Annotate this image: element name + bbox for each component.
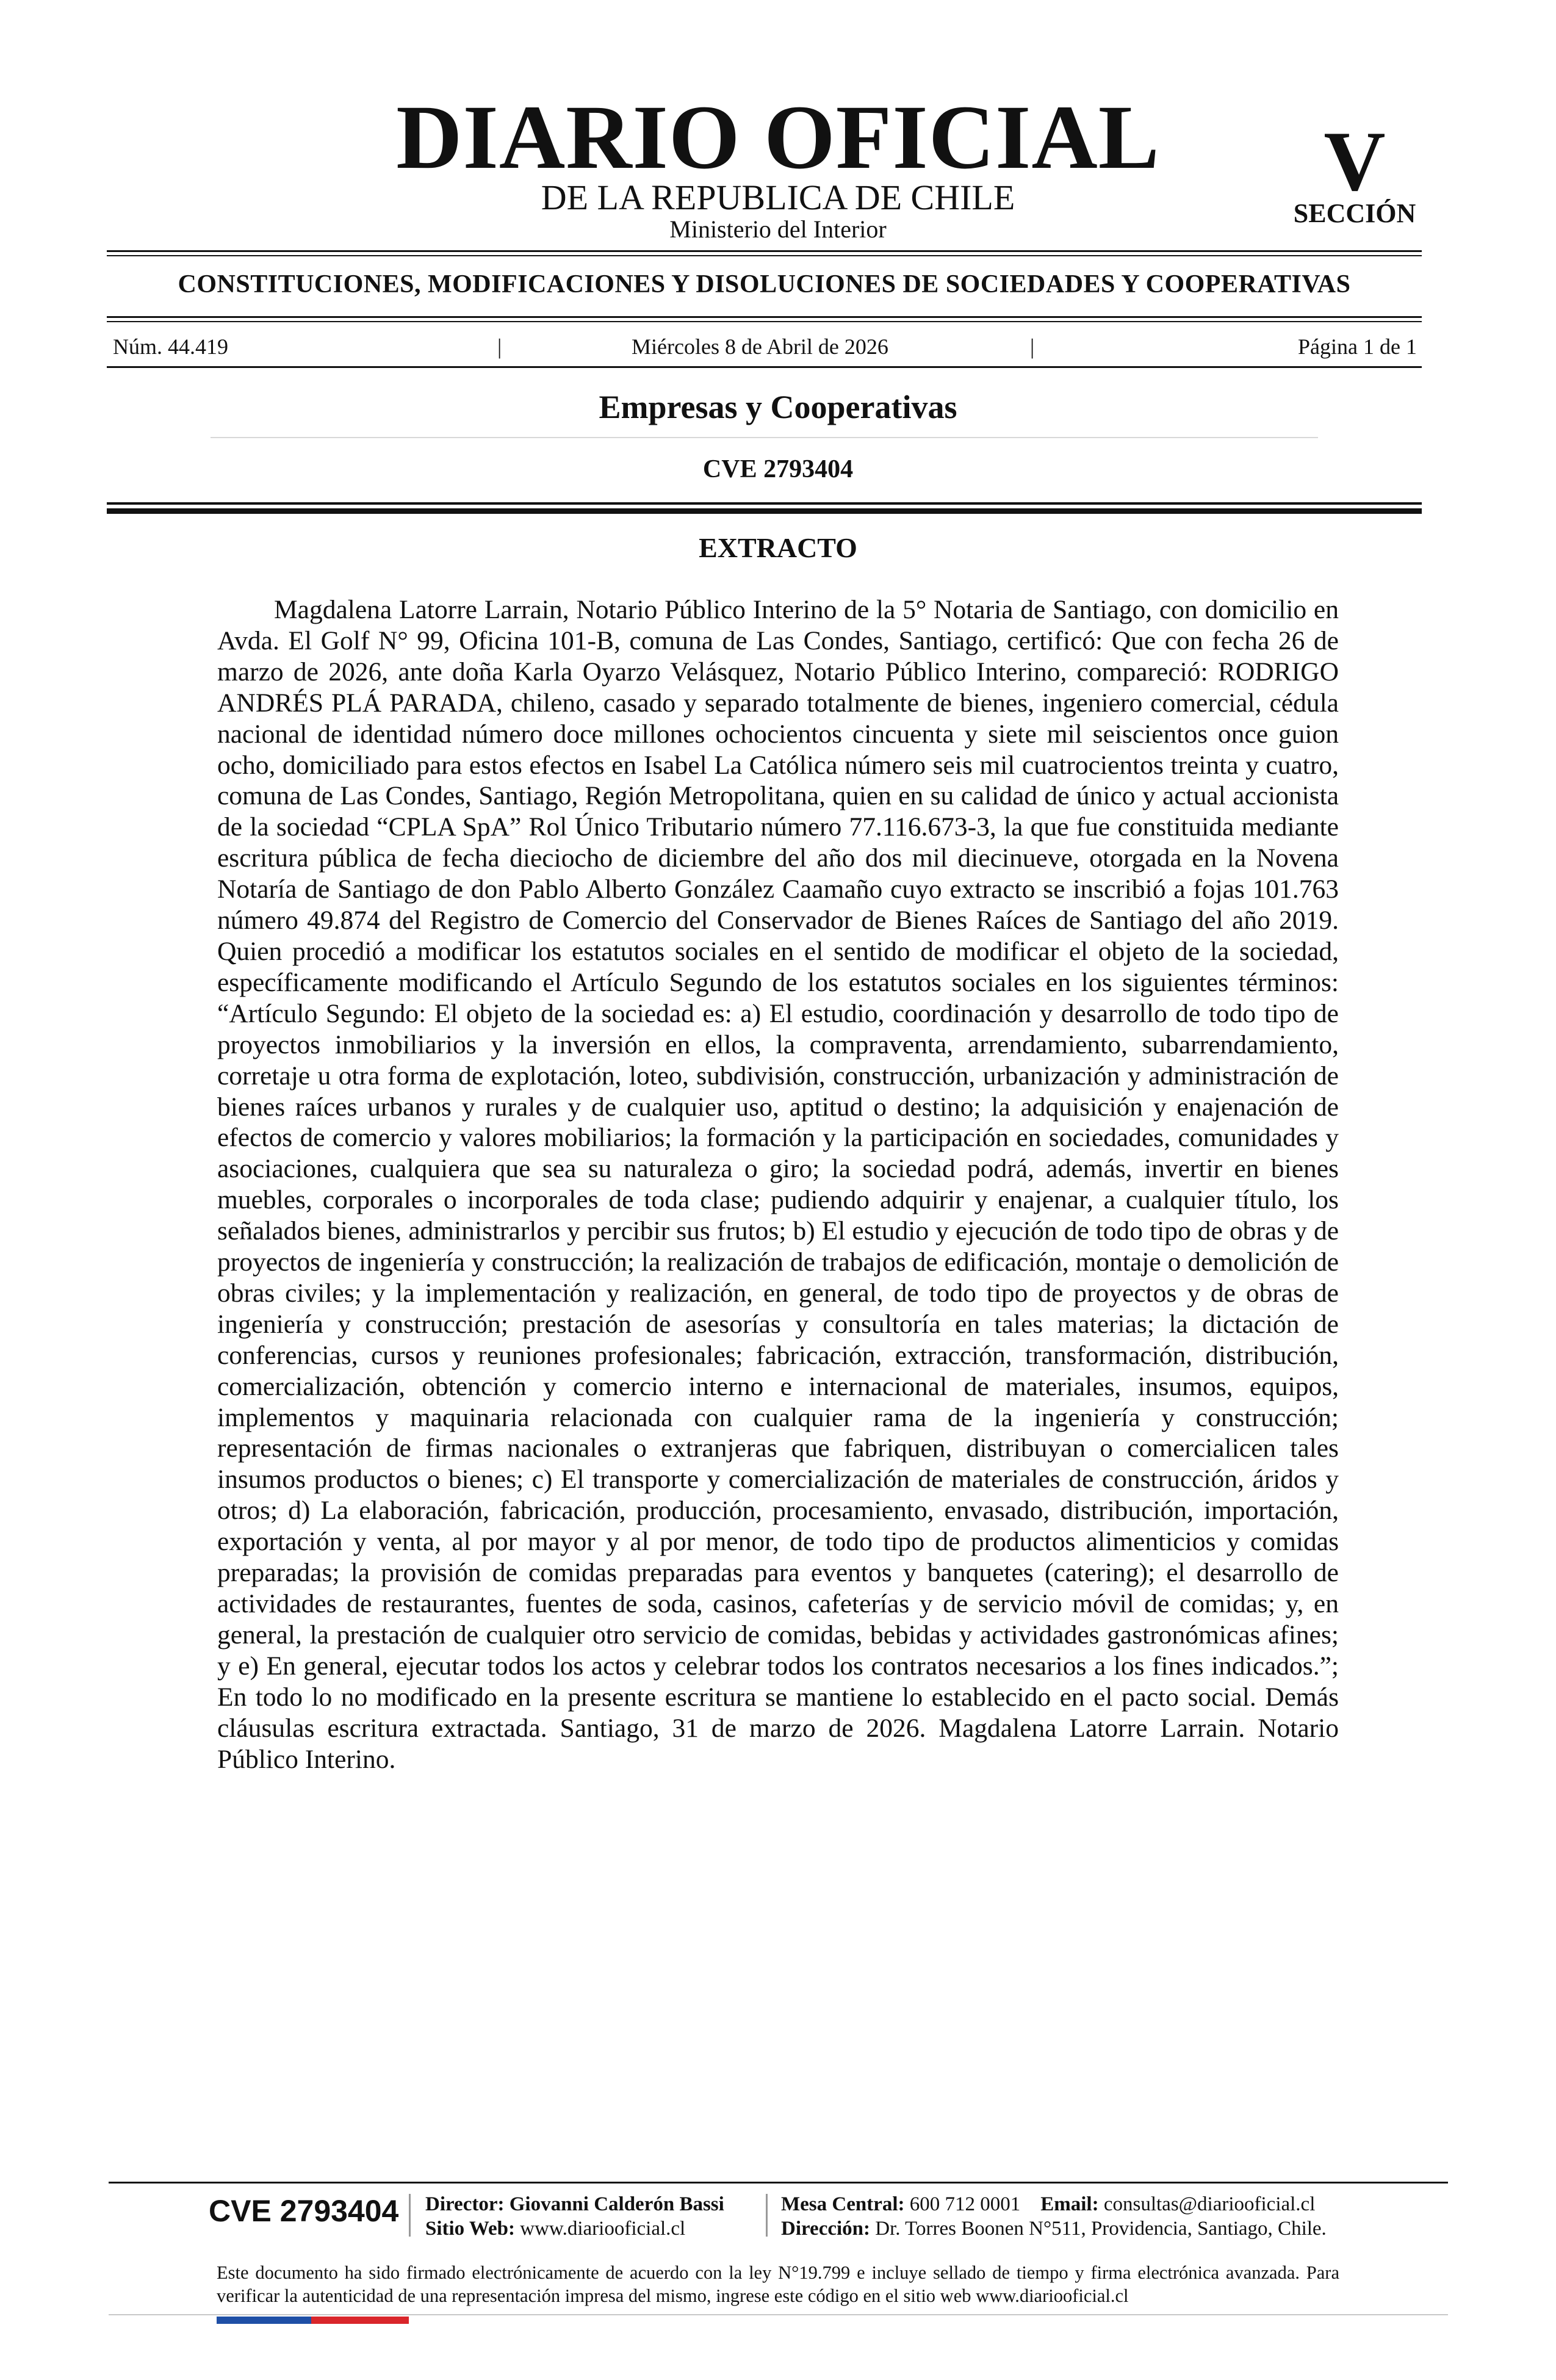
issue-info-row bbox=[107, 334, 1422, 359]
category-heading: CONSTITUCIONES, MODIFICACIONES Y DISOLUCIONES DE SOCIEDADES Y COOPERATIVAS bbox=[178, 270, 1351, 298]
footer-bottom-rule bbox=[109, 2314, 1448, 2315]
extract-body: Magdalena Latorre Larrain, Notario Público Interino de la 5° Notaria de Santiago, con domicilio en Avda. El Golf N° 99, Oficina 101-B, comuna de Las Condes, Santiago, certificó: Que con fecha 26 de marzo de 2026, ante doña Karla Oyarzo Velásquez, Notario Público Interino, compareció: RODRIGO ANDRÉS PLÁ PARADA, chileno, casado y separado totalmente de bienes, ingeniero comercial, cédula nacional de identidad número doce millones ochocientos cincuenta y siete mil seiscientos once guion ocho, domiciliado para estos efectos en Isabel La Católica número seis mil cuatrocientos treinta y cuatro, comuna de Las Condes, Santiago, Región Metropolitana, quien en su calidad de único y actual accionista de la sociedad “CPLA SpA” Rol Único Tributario número 77.116.673-3, la que fue constituida mediante escritura pública de fecha dieciocho de diciembre del año dos mil diecinueve, otorgada en la Novena Notaría de Santiago de don Pablo Alberto González Caamaño cuyo extracto se inscribió a fojas 101.763 número 49.874 del Registro de Comercio del Conservador de Bienes Raíces de Santiago del año 2019. Quien procedió a modificar los estatutos sociales en el sentido de modificar el objeto de la sociedad, específicamente modificando el Artículo Segundo de los estatutos sociales en los siguientes términos: “Artículo Segundo: El objeto de la sociedad es: a) El estudio, coordinación y desarrollo de todo tipo de proyectos inmobiliarios y la inversión en ellos, la compraventa, arrendamiento, subarrendamiento, corretaje u otra forma de explotación, loteo, subdivisión, construcción, urbanización y administración de bienes raíces urbanos y rurales y de cualquier uso, aptitud o destino; la adquisición y enajenación de efectos de comercio y valores mobiliarios; la formación y la participación en sociedades, comunidades y asociaciones, cualquiera que sea su naturaleza o giro; la sociedad podrá, además, invertir en bienes muebles, corporales o incorporales de toda clase; pudiendo adquirir y enajenar, a cualquier título, los señalados bienes, administrarlos y percibir sus frutos; b) El estudio y ejecución de todo tipo de obras y de proyectos de ingeniería y construcción; la realización de trabajos de edificación, montaje o demolición de obras civiles; y la implementación y realización, en general, de todo tipo de proyectos y de obras de ingeniería y construcción; prestación de asesorías y consultoría en tales materias; la dictación de conferencias, cursos y reuniones profesionales; fabricación, extracción, transformación, distribución, comercialización, obtención y comercio interno e internacional de materiales, insumos, equipos, implementos y maquinaria relacionada con cualquier rama de la ingeniería y construcción; representación de firmas nacionales o extranjeras que fabriquen, distribuyan o comercialicen tales insumos productos o bienes; c) El transporte y comercialización de materiales de construcción, áridos y otros; d) La elaboración, fabricación, producción, procesamiento, envasado, distribución, importación, exportación y venta, al por mayor y al por menor, de todo tipo de productos alimenticios y comidas preparadas; la provisión de comidas preparadas para eventos y banquetes (catering); el desarrollo de actividades de restaurantes, fuentes de soda, casinos, cafeterías y de servicio móvil de comidas; y, en general, la prestación de cualquier otro servicio de comidas, bebidas y actividades gastronómicas afines; y e) En general, ejecutar todos los actos y celebrar todos los contratos necesarios a los fines indicados.”; En todo lo no modificado en la presente escritura se mantiene lo establecido en el pacto social. Demás cláusulas escritura extractada. Santiago, 31 de marzo de 2026. Magdalena Latorre Larrain. Notario Público Interino. bbox=[217, 595, 1339, 1774]
section-title: Empresas y Cooperativas bbox=[599, 389, 957, 425]
newspaper-title: DIARIO OFICIAL bbox=[396, 87, 1160, 188]
website-label: Sitio Web: bbox=[425, 2218, 516, 2240]
issue-number: Núm. 44.419 bbox=[113, 334, 228, 359]
category-rule-thin bbox=[107, 321, 1422, 322]
website-link[interactable]: www.diariooficial.cl bbox=[520, 2218, 686, 2240]
director-label: Director: bbox=[425, 2193, 505, 2215]
footer-divider bbox=[409, 2194, 411, 2237]
address-text: Dr. Torres Boonen N°511, Providencia, Santiago, Chile. bbox=[875, 2218, 1327, 2240]
footer-director-block bbox=[425, 2192, 724, 2241]
footer-divider bbox=[766, 2194, 768, 2237]
masthead-rule-thin bbox=[107, 255, 1422, 256]
ministry-label: Ministerio del Interior bbox=[669, 215, 887, 243]
section-title-rule bbox=[211, 437, 1318, 438]
page-number: Página 1 de 1 bbox=[1298, 334, 1417, 359]
masthead-rule bbox=[107, 250, 1422, 252]
content-rule-thick bbox=[107, 508, 1422, 514]
issue-separator: | bbox=[497, 334, 502, 359]
extract-heading: EXTRACTO bbox=[699, 532, 857, 563]
email-label: Email: bbox=[1040, 2193, 1099, 2215]
director-name: Giovanni Calderón Bassi bbox=[509, 2193, 724, 2215]
email-link[interactable]: consultas@diariooficial.cl bbox=[1103, 2193, 1316, 2215]
footer-rule bbox=[109, 2182, 1448, 2183]
issue-rule bbox=[107, 366, 1422, 368]
content-rule bbox=[107, 502, 1422, 505]
address-label: Dirección: bbox=[781, 2218, 871, 2240]
newspaper-subtitle: DE LA REPUBLICA DE CHILE bbox=[541, 178, 1015, 217]
legal-notice: Este documento ha sido firmado electrónicamente de acuerdo con la ley N°19.799 e incluye sellado de tiempo y firma electrónica avanzada. Para verificar la autenticidad de una representación impresa del mismo, ingrese este código en el sitio web www.diariooficial.cl bbox=[217, 2262, 1339, 2306]
category-rule bbox=[107, 316, 1422, 318]
footer-cve-code: CVE 2793404 bbox=[209, 2194, 399, 2228]
section-letter: V bbox=[1324, 114, 1386, 209]
footer-contact-block bbox=[781, 2192, 1327, 2241]
phone-label: Mesa Central: bbox=[781, 2193, 905, 2215]
phone-number: 600 712 0001 bbox=[909, 2193, 1021, 2215]
flag-stripe-red bbox=[311, 2317, 409, 2324]
issue-separator: | bbox=[1030, 334, 1035, 359]
cve-code: CVE 2793404 bbox=[702, 455, 854, 483]
issue-date: Miércoles 8 de Abril de 2026 bbox=[632, 334, 888, 359]
section-label: SECCIÓN bbox=[1293, 198, 1416, 228]
flag-stripe-blue bbox=[217, 2317, 311, 2324]
